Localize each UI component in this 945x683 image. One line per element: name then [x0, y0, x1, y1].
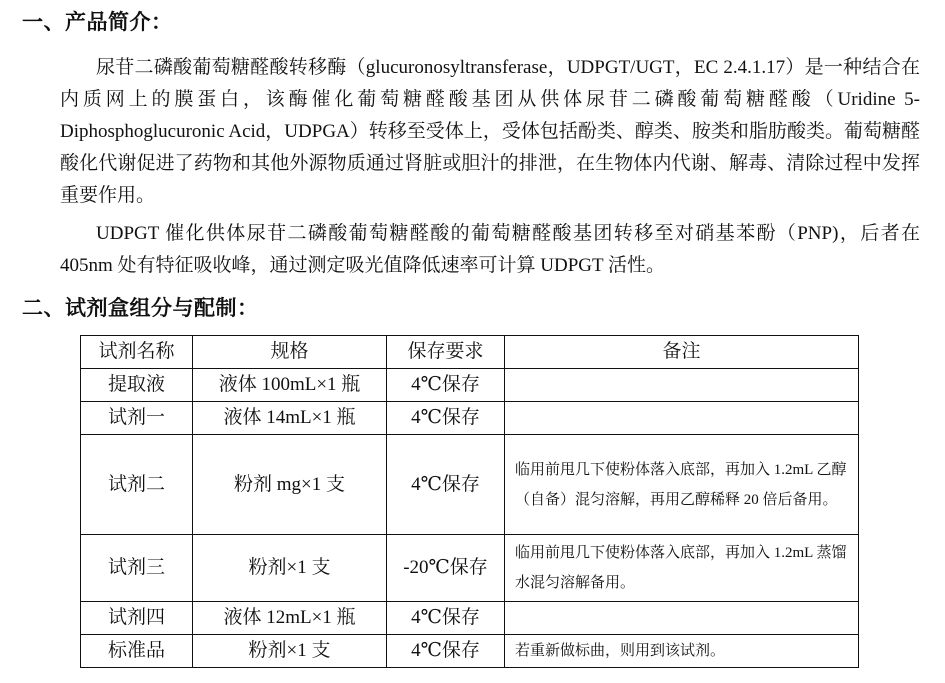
- reagent-storage: -20℃保存: [387, 535, 505, 602]
- reagent-storage: 4℃保存: [387, 369, 505, 402]
- reagent-storage: 4℃保存: [387, 635, 505, 668]
- reagent-name: 标准品: [81, 635, 193, 668]
- intro-paragraph-2: UDPGT 催化供体尿苷二磷酸葡萄糖醛酸的葡萄糖醛酸基团转移至对硝基苯酚（PNP)，后者在 405nm 处有特征吸收峰，通过测定吸光值降低速率可计算 UDPGT 活性。: [60, 223, 920, 276]
- header-reagent-name: 试剂名称: [81, 336, 193, 369]
- reagent-storage: 4℃保存: [387, 402, 505, 435]
- reagent-note: 临用前甩几下使粉体落入底部，再加入 1.2mL 蒸馏水混匀溶解备用。: [505, 535, 859, 602]
- reagent-storage: 4℃保存: [387, 602, 505, 635]
- header-storage: 保存要求: [387, 336, 505, 369]
- reagent-note: [505, 602, 859, 635]
- reagent-note: [505, 369, 859, 402]
- table-row: [81, 402, 859, 435]
- header-notes: 备注: [505, 336, 859, 369]
- table-row: [81, 535, 859, 602]
- reagent-spec: 液体 14mL×1 瓶: [193, 402, 387, 435]
- table-row: [81, 435, 859, 535]
- reagent-name: 试剂二: [81, 435, 193, 535]
- section-heading-kit-components: 二、试剂盒组分与配制：: [22, 296, 259, 320]
- kit-components-table: [80, 335, 859, 668]
- reagent-note: [505, 402, 859, 435]
- reagent-spec: 液体 100mL×1 瓶: [193, 369, 387, 402]
- reagent-storage: 4℃保存: [387, 435, 505, 535]
- table-row: [81, 602, 859, 635]
- intro-paragraph-1: 尿苷二磷酸葡萄糖醛酸转移酶（glucuronosyltransferase，UDPGT/UGT，EC 2.4.1.17）是一种结合在内质网上的膜蛋白，该酶催化葡萄糖醛酸基团从供体尿苷二磷酸葡萄糖醛酸（Uridine 5-Diphosphoglucuronic Acid，UDPGA）转移至受体上，受体包括酚类、醇类、胺类和脂肪酸类。葡萄糖醛酸化代谢促进了药物和其他外源物质通过肾脏或胆汁的排泄，在生物体内代谢、解毒、清除过程中发挥重要作用。: [60, 57, 920, 206]
- table-row: [81, 635, 859, 668]
- reagent-spec: 粉剂 mg×1 支: [193, 435, 387, 535]
- reagent-spec: 液体 12mL×1 瓶: [193, 602, 387, 635]
- section-heading-product-intro: 一、产品简介：: [22, 10, 173, 34]
- reagent-note: 若重新做标曲，则用到该试剂。: [505, 635, 859, 668]
- reagent-name: 试剂三: [81, 535, 193, 602]
- reagent-spec: 粉剂×1 支: [193, 535, 387, 602]
- reagent-name: 提取液: [81, 369, 193, 402]
- table-header-row: [81, 336, 859, 369]
- table-row: [81, 369, 859, 402]
- reagent-spec: 粉剂×1 支: [193, 635, 387, 668]
- reagent-name: 试剂一: [81, 402, 193, 435]
- reagent-note: 临用前甩几下使粉体落入底部，再加入 1.2mL 乙醇（自备）混匀溶解，再用乙醇稀释 20 倍后备用。: [505, 435, 859, 535]
- header-specification: 规格: [193, 336, 387, 369]
- reagent-name: 试剂四: [81, 602, 193, 635]
